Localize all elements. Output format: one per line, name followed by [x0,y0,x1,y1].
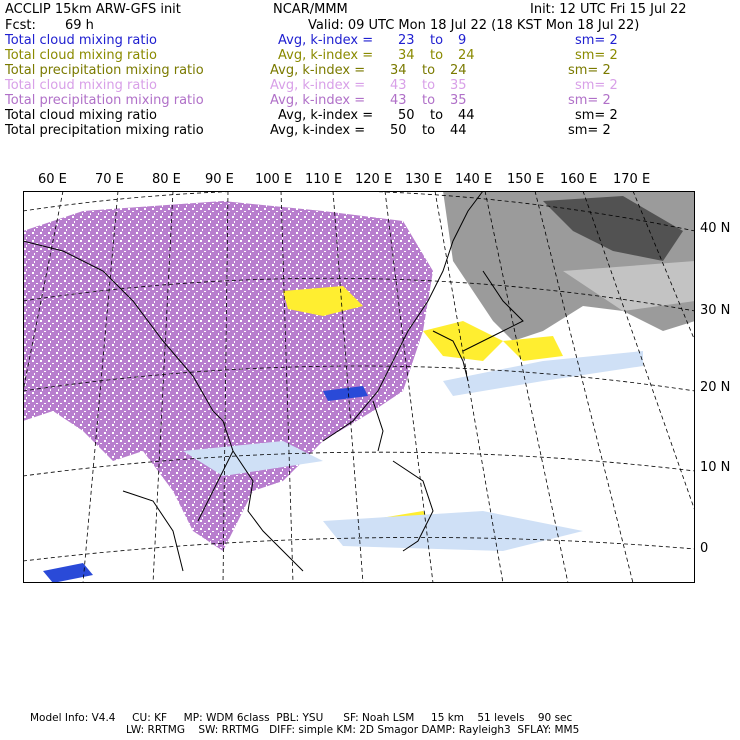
field-k-to: 44 [450,123,467,138]
longitude-label: 160 E [560,172,598,187]
field-smooth: sm= 2 [568,123,611,138]
longitude-label: 100 E [255,172,293,187]
field-k-to: 35 [450,93,467,108]
field-k-to: 44 [458,108,475,123]
field-k-from: 34 [398,48,415,63]
field-k-from: 23 [398,33,415,48]
latitude-label: 30 N [700,303,731,318]
physics-info: LW: RRTMG SW: RRTMG DIFF: simple KM: 2D Smagor DAMP: Rayleigh3 SFLAY: MM5 [126,724,580,736]
field-name: Total cloud mixing ratio [5,108,158,123]
latitude-label: 40 N [700,221,731,236]
field-to-word: to [422,93,436,108]
field-avg-label: Avg, k-index = [278,48,374,63]
latitude-label: 0 [700,541,709,556]
field-k-to: 9 [458,33,467,48]
fcst-label: Fcst: [5,18,36,33]
fcst-value: 69 h [65,18,94,33]
field-name: Total precipitation mixing ratio [5,123,204,138]
field-avg-label: Avg, k-index = [270,93,366,108]
field-avg-label: Avg, k-index = [278,108,374,123]
field-avg-label: Avg, k-index = [270,63,366,78]
field-k-from: 43 [390,78,407,93]
field-k-to: 35 [450,78,467,93]
field-k-to: 24 [450,63,467,78]
model-info: Model Info: V4.4 CU: KF MP: WDM 6class PBL: YSU SF: Noah LSM 15 km 51 levels 90 sec [30,712,573,724]
field-k-from: 50 [398,108,415,123]
field-to-word: to [422,78,436,93]
field-smooth: sm= 2 [575,108,618,123]
longitude-label: 170 E [613,172,651,187]
longitude-label: 140 E [455,172,493,187]
center-label: NCAR/MMM [273,2,348,17]
latitude-label: 10 N [700,460,731,475]
latitude-label: 20 N [700,380,731,395]
field-k-from: 50 [390,123,407,138]
field-k-to: 24 [458,48,475,63]
longitude-label: 70 E [95,172,124,187]
field-name: Total cloud mixing ratio [5,78,158,93]
longitude-label: 130 E [405,172,443,187]
field-to-word: to [430,33,444,48]
field-avg-label: Avg, k-index = [270,78,366,93]
field-smooth: sm= 2 [575,33,618,48]
field-avg-label: Avg, k-index = [270,123,366,138]
field-to-word: to [430,48,444,63]
field-name: Total precipitation mixing ratio [5,63,204,78]
field-to-word: to [422,123,436,138]
longitude-label: 150 E [507,172,545,187]
longitude-label: 120 E [355,172,393,187]
longitude-label: 80 E [152,172,181,187]
field-smooth: sm= 2 [568,63,611,78]
longitude-label: 60 E [38,172,67,187]
field-smooth: sm= 2 [575,48,618,63]
longitude-label: 90 E [205,172,234,187]
field-avg-label: Avg, k-index = [278,33,374,48]
field-to-word: to [422,63,436,78]
weather-map [23,191,695,583]
valid-time: Valid: 09 UTC Mon 18 Jul 22 (18 KST Mon 18 Jul 22) [308,18,640,33]
field-k-from: 34 [390,63,407,78]
field-k-from: 43 [390,93,407,108]
longitude-label: 110 E [305,172,343,187]
field-smooth: sm= 2 [575,78,618,93]
field-name: Total cloud mixing ratio [5,48,158,63]
field-name: Total cloud mixing ratio [5,33,158,48]
init-time: Init: 12 UTC Fri 15 Jul 22 [530,2,687,17]
model-title: ACCLIP 15km ARW-GFS init [5,2,181,17]
field-smooth: sm= 2 [568,93,611,108]
field-name: Total precipitation mixing ratio [5,93,204,108]
field-to-word: to [430,108,444,123]
